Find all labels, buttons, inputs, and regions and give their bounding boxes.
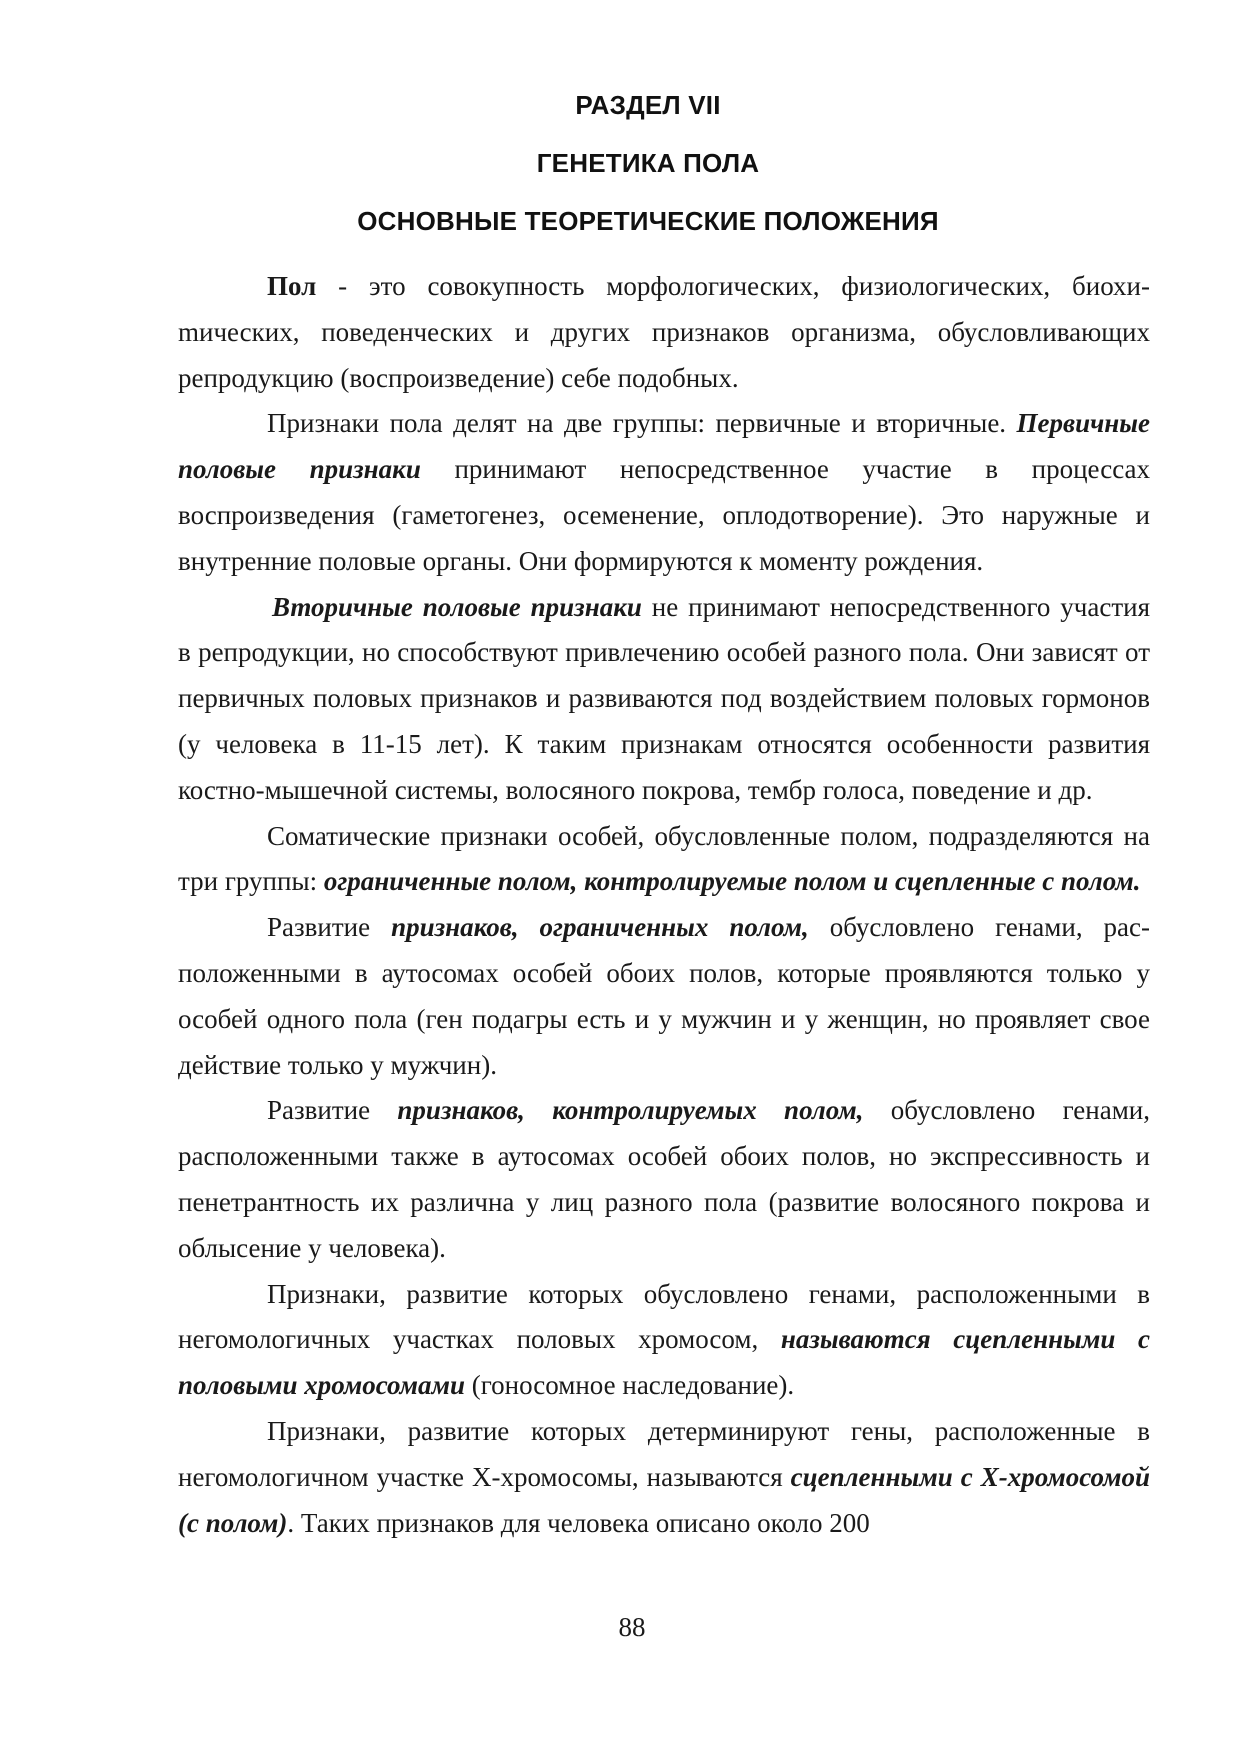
term-primary-sex-traits: Первичные половые признаки [178, 408, 1150, 485]
term-secondary-sex-traits: Вторичные половые признаки [272, 591, 642, 622]
term-sex-linked-traits: называются сцепленными с половыми хромосомами [178, 1324, 1150, 1401]
paragraph-text: обусловлено генами, расположенными в аутосомах особей обоих полов, которые проявляются только у особей одного пола (ген подагры есть и у мужчин и у женщин, но проявляет свое действие только у мужчин). [178, 912, 1150, 1080]
paragraph-lead: Развитие [267, 912, 392, 943]
section-heading: РАЗДЕЛ VII [575, 90, 721, 120]
paragraph-lead: Признаки, развитие которых детерминируют гены, расположенные в негомологичном участке Х-хромосомы, называются [178, 1415, 1150, 1492]
paragraph-text: обусловлено генами, расположенными также в аутосомах особей обоих полов, но экспрессивность и пенетрантность их различна у лиц разного пола (развитие волосяного покрова и облысение у человека). [178, 1095, 1150, 1263]
chapter-subtitle: ОСНОВНЫЕ ТЕОРЕТИЧЕСКИЕ ПОЛОЖЕНИЯ [357, 206, 939, 236]
paragraph-somatic-traits [178, 814, 1150, 906]
paragraph-lead: Соматические признаки особей, обусловленные полом, подразделяются на три группы: [178, 820, 1150, 897]
term-x-linked-traits: сцепленными с Х-хромосомой (с полом) [178, 1461, 1150, 1538]
paragraph-sex-linked [178, 1272, 1150, 1409]
paragraph-lead: Признаки пола делят на две группы: первичные и вторичные. [267, 408, 1017, 439]
term-sex-controlled-traits: признаков, контролируемых полом, [397, 1095, 864, 1126]
paragraph-lead: Признаки, развитие которых обусловлено генами, расположенными в негомологичных участках половых хромосом, [178, 1278, 1150, 1355]
paragraph-sex-traits-groups [178, 401, 1150, 584]
paragraph-text: не принимают непосредственного участия в репродукции, но способствуют привлечению особей разного пола. Они зависят от первичных половых признаков и развиваются под воздействием половых гормонов (у человека в 11-15 лет). К таким признакам относятся особенности развития костно-мышечной системы, волосяного покрова, тембр голоса, поведение и др. [178, 591, 1150, 805]
body-text [178, 264, 1150, 1546]
term-sex-limited-traits: признаков, ограниченных полом, [391, 912, 809, 943]
term-three-groups: ограниченные полом, контролируемые полом и сцепленные с полом. [323, 866, 1141, 897]
paragraph-lead: Развитие [267, 1095, 398, 1126]
paragraph-text: - это совокупность морфологических, физиологических, биохиmических, поведенческих и других признаков организма, обусловливающих репродукцию (воспроизведение) себе подобных. [178, 271, 1150, 393]
paragraph-text: (гоносомное наследование). [465, 1370, 795, 1401]
paragraph-sex-limited [178, 905, 1150, 1088]
page-number: 88 [618, 1612, 646, 1642]
paragraph-sex-controlled [178, 1088, 1150, 1271]
paragraph-sex-definition [178, 264, 1150, 401]
paragraph-secondary-traits [178, 585, 1150, 814]
paragraph-x-linked [178, 1409, 1150, 1546]
paragraph-text: принимают непосредственное участие в процессах воспроизведения (гаметогенез, осеменение, оплодотворение). Это наружные и внутренние половые органы. Они формируются к моменту рождения. [178, 454, 1150, 576]
paragraph-text: . Таких признаков для человека описано около 200 [287, 1507, 870, 1538]
chapter-title: ГЕНЕТИКА ПОЛА [536, 148, 760, 178]
term-sex: Пол [267, 271, 317, 301]
